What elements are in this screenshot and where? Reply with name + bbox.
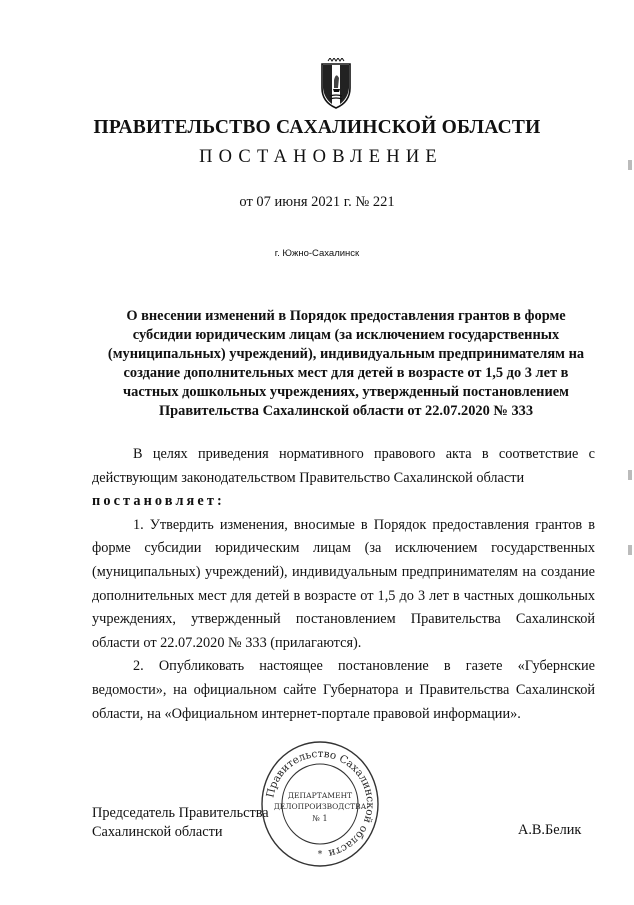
position-line-1: Председатель Правительства <box>92 805 269 821</box>
item-2-paragraph: 2. Опубликовать настоящее постановление в газете «Губернские ведомости», на официальном сайте Губернатора и Правительства Сахалинской области, на «Официальном интернет-портале правовой информации». <box>92 658 595 722</box>
stamp-ring-text: Правительство Сахалинской области <box>264 747 377 860</box>
stamp-inner-line-3: № 1 <box>312 814 328 823</box>
signatory-position <box>92 804 269 841</box>
date-number: от 07 июня 2021 г. № 221 <box>239 194 395 210</box>
document-title <box>86 307 606 421</box>
intro-text: В целях приведения нормативного правового акта в соответствие с действующим законодательством Правительство Сахалинской области <box>92 446 595 486</box>
item-1-paragraph: 1. Утвердить изменения, вносимые в Порядок предоставления грантов в форме субсидии юридическим лицам (за исключением государственных (муниципальных) учреждений), индивидуальным предпринимателям на создание дополнительных мест для детей в возрасте от 1,5 до 3 лет в частных дошкольных учреждениях, утвержденный постановлением Правительства Сахалинской области от 22.07.2020 № 333 (прилагаются). <box>92 516 595 651</box>
scan-edge-mark <box>628 470 632 480</box>
document-type: ПОСТАНОВЛЕНИЕ <box>199 147 443 167</box>
signatory-name: А.В.Белик <box>518 822 582 838</box>
stamp-inner-line-2: ДЕЛОПРОИЗВОДСТВА <box>273 802 367 811</box>
title-line: Правительства Сахалинской области от 22.07.2020 № 333 <box>158 403 534 419</box>
title-line: субсидии юридическим лицам (за исключением государственных <box>132 327 560 343</box>
title-line: частных дошкольных учреждениях, утвержденный постановлением <box>123 384 569 400</box>
document-body <box>92 443 595 726</box>
title-line: О внесении изменений в Порядок предоставления грантов в форме <box>126 308 566 324</box>
stamp-star: * <box>317 850 323 860</box>
city-name: г. Южно-Сахалинск <box>274 248 360 259</box>
scan-edge-mark <box>628 545 632 555</box>
title-line: (муниципальных) учреждений), индивидуальным предпринимателям на <box>107 346 585 362</box>
title-line: создание дополнительных мест для детей в возрасте от 1,5 до 3 лет в <box>123 365 569 381</box>
coat-of-arms-emblem <box>316 58 356 110</box>
scan-edge-mark <box>628 160 632 170</box>
intro-paragraph <box>92 443 595 490</box>
official-stamp <box>260 737 380 867</box>
decree-word: постановляет: <box>92 493 225 510</box>
organization-title: ПРАВИТЕЛЬСТВО САХАЛИНСКОЙ ОБЛАСТИ <box>93 117 541 138</box>
stamp-inner-line-1: ДЕПАРТАМЕНТ <box>287 791 353 800</box>
position-line-2: Сахалинской области <box>92 823 223 840</box>
